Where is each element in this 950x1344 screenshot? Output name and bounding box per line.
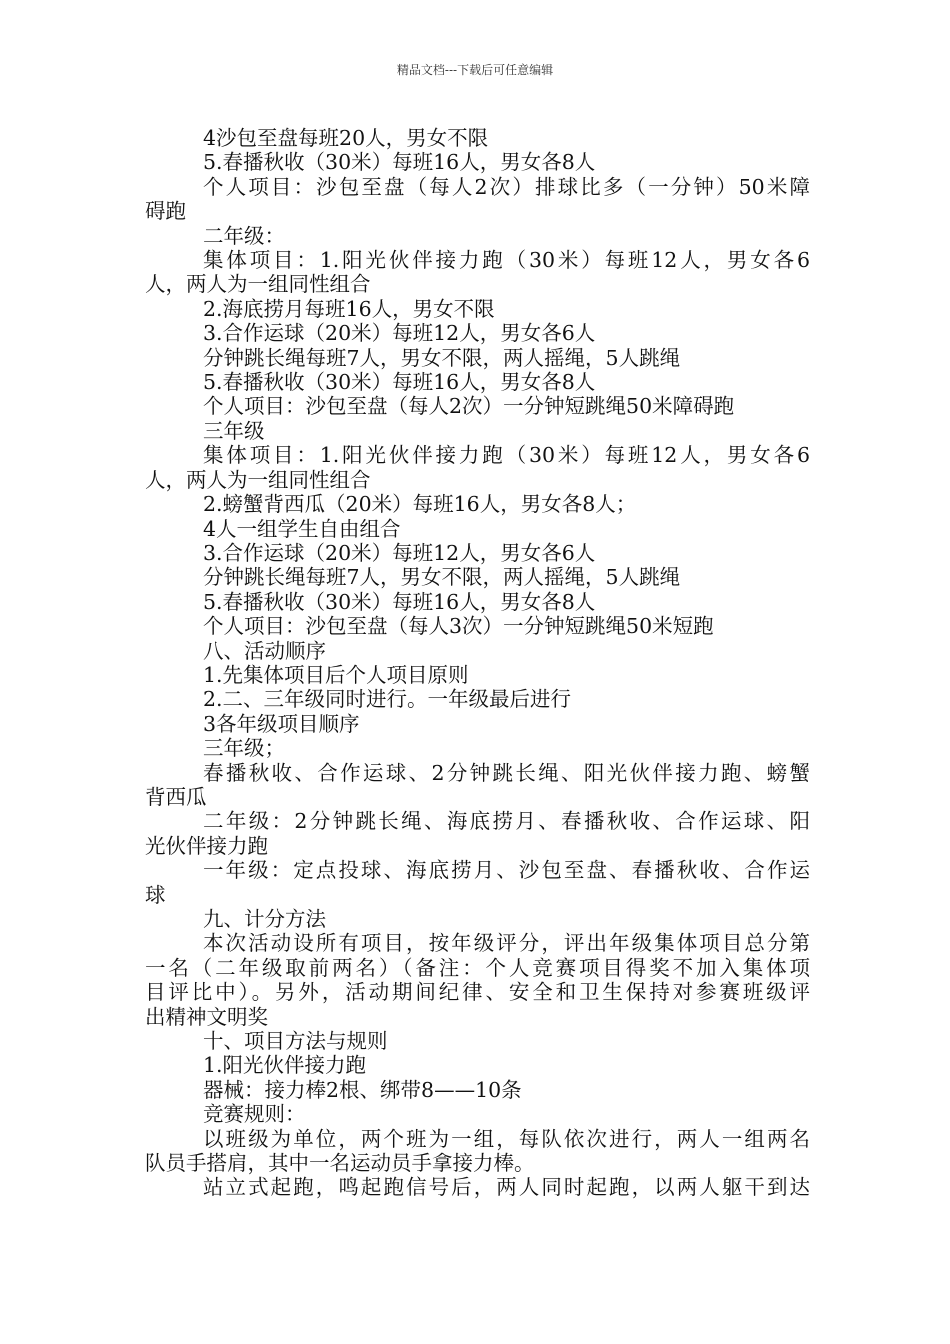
text-line: 十、项目方法与规则: [203, 1029, 388, 1054]
text-line: 一名（二年级取前两名）（备注：个人竞赛项目得奖不加入集体项: [145, 955, 810, 980]
text-line: 1.先集体项目后个人项目原则: [203, 662, 469, 687]
text-line: 集体项目：1.阳光伙伴接力跑（30米）每班12人，男女各6: [203, 248, 810, 273]
text-line: 分钟跳长绳每班7人，男女不限，两人摇绳，5人跳绳: [203, 345, 681, 370]
text-line: 2.海底捞月每班16人，男女不限: [203, 296, 495, 321]
text-line: 集体项目：1.阳光伙伴接力跑（30米）每班12人，男女各6: [203, 443, 810, 468]
text-line: 出精神文明奖: [145, 1004, 268, 1029]
text-line: 个人项目：沙包至盘（每人3次）一分钟短跳绳50米短跑: [203, 614, 714, 639]
text-line: 器械：接力棒2根、绑带8——10条: [203, 1077, 522, 1102]
text-line: 分钟跳长绳每班7人，男女不限，两人摇绳，5人跳绳: [203, 565, 681, 590]
text-line: 3各年级项目顺序: [203, 711, 360, 736]
text-line: 4人一组学生自由组合: [203, 516, 401, 541]
text-line: 目评比中）。另外，活动期间纪律、安全和卫生保持对参赛班级评: [145, 980, 810, 1005]
text-line: 2.二、三年级同时进行。一年级最后进行: [203, 687, 572, 712]
text-line: 竞赛规则：: [203, 1102, 306, 1127]
text-line: 九、计分方法: [203, 907, 326, 931]
text-line: 光伙伴接力跑: [145, 833, 268, 858]
text-line: 三年级；: [203, 736, 285, 761]
page-header: 精品文档---下载后可任意编辑: [396, 63, 554, 77]
text-line: 5.春播秋收（30米）每班16人，男女各8人: [203, 370, 596, 395]
text-line: 1.阳光伙伴接力跑: [203, 1053, 367, 1078]
text-line: 人，两人为一组同性组合: [145, 467, 371, 492]
text-line: 本次活动设所有项目，按年级评分，评出年级集体项目总分第: [203, 931, 810, 956]
text-line: 3.合作运球（20米）每班12人，男女各6人: [203, 321, 596, 346]
text-line: 背西瓜: [145, 784, 207, 809]
text-line: 二年级：2分钟跳长绳、海底捞月、春播秋收、合作运球、阳: [203, 809, 810, 834]
text-line: 球: [145, 882, 166, 907]
text-line: 人，两人为一组同性组合: [145, 272, 371, 297]
text-line: 2.螃蟹背西瓜（20米）每班16人，男女各8人；: [203, 492, 637, 517]
text-line: 5.春播秋收（30米）每班16人，男女各8人: [203, 589, 596, 614]
text-line: 春播秋收、合作运球、2分钟跳长绳、阳光伙伴接力跑、螃蟹: [203, 760, 810, 785]
text-line: 碍跑: [145, 199, 186, 224]
text-line: 3.合作运球（20米）每班12人，男女各6人: [203, 540, 596, 565]
text-line: 八、活动顺序: [203, 638, 326, 663]
text-line: 4沙包至盘每班20人，男女不限: [203, 126, 489, 150]
text-line: 5.春播秋收（30米）每班16人，男女各8人: [203, 150, 596, 175]
text-line: 队员手搭肩，其中一名运动员手拿接力棒。: [145, 1151, 535, 1176]
text-line: 以班级为单位，两个班为一组，每队依次进行，两人一组两名: [203, 1126, 810, 1151]
text-line: 个人项目：沙包至盘（每人2次）一分钟短跳绳50米障碍跑: [203, 394, 735, 419]
text-line: 站立式起跑，鸣起跑信号后，两人同时起跑，以两人躯干到达: [203, 1175, 810, 1200]
text-line: 一年级：定点投球、海底捞月、沙包至盘、春播秋收、合作运: [203, 858, 810, 883]
document-body: [145, 126, 810, 1200]
text-line: 个人项目：沙包至盘（每人2次）排球比多（一分钟）50米障: [203, 174, 810, 199]
text-line: 三年级: [203, 418, 265, 443]
text-line: 二年级：: [203, 223, 285, 248]
